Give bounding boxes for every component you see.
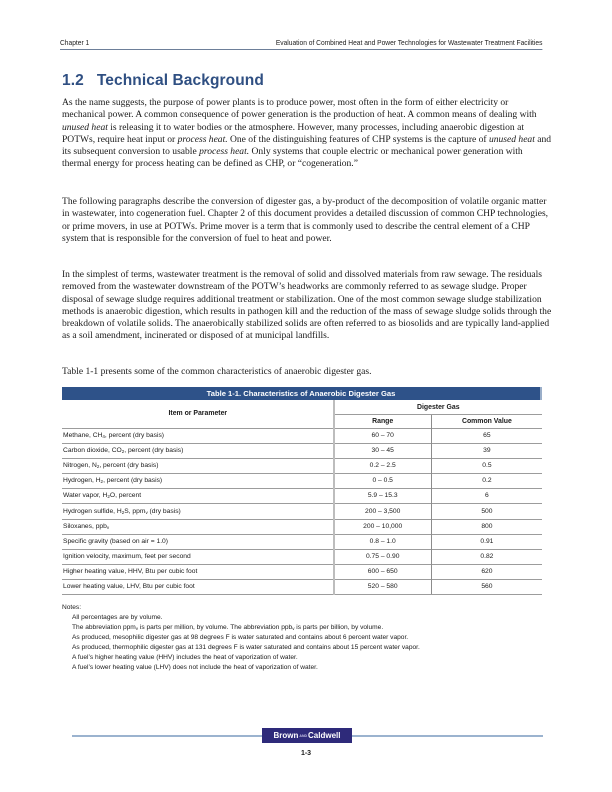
text-run: Only systems that couple electric or mechanical power generation with thermal energy for process heating can be defined as CHP, or “cogeneration.” bbox=[62, 146, 523, 170]
cell-range: 0.2 – 2.5 bbox=[334, 459, 432, 474]
text-run: As the name suggests, the purpose of power plants is to produce power, most often in the form of either electricity or mechanical power. A common consequence of power generation is the production of heat. A common means of dealing with bbox=[62, 97, 537, 121]
cell-range: 30 – 45 bbox=[334, 444, 432, 459]
cell-common-value: 0.82 bbox=[431, 549, 542, 564]
note-item bbox=[72, 623, 552, 633]
subscript: 2 bbox=[107, 494, 110, 500]
text-run: Nitrogen, N bbox=[63, 462, 97, 470]
table-notes bbox=[62, 603, 552, 674]
text-run: is parts per billion, by volume. bbox=[294, 624, 384, 632]
column-header-common-value: Common Value bbox=[431, 415, 542, 429]
cell-common-value: 0.2 bbox=[431, 474, 542, 489]
text-run: S, ppm bbox=[124, 507, 146, 515]
cell-range: 5.9 – 15.3 bbox=[334, 489, 432, 504]
text-run: (dry basis) bbox=[147, 507, 181, 515]
cell-parameter bbox=[62, 459, 334, 474]
paragraph-table-intro bbox=[62, 366, 552, 378]
section-title: Technical Background bbox=[96, 72, 264, 89]
table-row bbox=[62, 549, 542, 564]
cell-range: 200 – 10,000 bbox=[334, 519, 432, 534]
subscript: 2 bbox=[96, 464, 100, 470]
table-row bbox=[62, 504, 542, 519]
subscript: 2 bbox=[121, 449, 125, 455]
cell-common-value: 620 bbox=[431, 564, 542, 579]
cell-common-value: 6 bbox=[431, 489, 542, 504]
text-run: , percent (dry basis) bbox=[99, 462, 159, 470]
subscript: 2 bbox=[100, 479, 104, 485]
subscript: v bbox=[292, 626, 295, 632]
cell-common-value: 0.91 bbox=[431, 534, 542, 549]
data-table bbox=[62, 400, 542, 595]
logo-text-and: AND bbox=[299, 734, 308, 738]
cell-parameter bbox=[62, 534, 334, 549]
paragraph-digester-gas bbox=[62, 196, 552, 245]
table-header-row bbox=[62, 400, 542, 415]
cell-common-value: 560 bbox=[431, 579, 542, 594]
section-number: 1.2 bbox=[62, 72, 84, 89]
text-run: Hydrogen, H bbox=[63, 477, 101, 485]
cell-parameter bbox=[62, 579, 334, 594]
subscript: v bbox=[135, 626, 139, 632]
page-number: 1-3 bbox=[300, 750, 312, 757]
text-run: Higher heating value, HHV, Btu per cubic foot bbox=[63, 567, 198, 575]
notes-title: Notes: bbox=[62, 604, 82, 611]
emphasis-term: process heat. bbox=[177, 133, 228, 145]
text-run: Hydrogen sulfide, H bbox=[63, 507, 122, 515]
table-row bbox=[62, 459, 542, 474]
note-item: A fuel’s lower heating value (LHV) does not include the heat of vaporization of water. bbox=[72, 664, 318, 672]
text-run: , percent (dry basis) bbox=[124, 447, 184, 455]
cell-parameter bbox=[62, 564, 334, 579]
text-run: Ignition velocity, maximum, feet per second bbox=[63, 552, 191, 560]
column-header-range: Range bbox=[334, 415, 432, 429]
text-run: , percent (dry basis) bbox=[103, 477, 163, 485]
brown-and-caldwell-logo bbox=[262, 728, 352, 743]
paragraph-chp-intro bbox=[62, 97, 552, 171]
table-row bbox=[62, 444, 542, 459]
section-heading bbox=[62, 72, 264, 90]
paragraph-text: The following paragraphs describe the conversion of digester gas, a by-product of the decomposition of volatile organic matter in wastewater, into cogeneration fuel. Chapter 2 of this document provides a detailed discussion of common CHP technologies, or prime movers, in use at POTWs. Prime mover is a term that is commonly used to describe the central element of a CHP system that is responsible for the conversion of fuel to heat and power. bbox=[62, 196, 549, 244]
emphasis-term: process heat. bbox=[199, 146, 250, 157]
text-run: Specific gravity (based on air = 1.0) bbox=[63, 537, 169, 545]
cell-parameter bbox=[62, 474, 334, 489]
table-row bbox=[62, 579, 542, 594]
text-run: The abbreviation ppm bbox=[72, 624, 136, 632]
text-run: Water vapor, H bbox=[63, 492, 108, 500]
text-run: Siloxanes, ppb bbox=[63, 522, 107, 530]
paragraph-text: Table 1-1 presents some of the common characteristics of anaerobic digester gas. bbox=[62, 366, 372, 377]
note-item: As produced, mesophilic digester gas at 98 degrees F is water saturated and contains about 6 percent water vapor. bbox=[72, 634, 409, 642]
subscript: 2 bbox=[121, 509, 125, 515]
cell-parameter bbox=[62, 489, 334, 504]
cell-range: 0.8 – 1.0 bbox=[334, 534, 432, 549]
cell-parameter bbox=[62, 519, 334, 534]
text-run: One of the distinguishing features of CHP systems is the capture of bbox=[227, 133, 489, 145]
cell-range: 60 – 70 bbox=[334, 429, 432, 444]
cell-common-value: 800 bbox=[431, 519, 542, 534]
cell-parameter bbox=[62, 444, 334, 459]
text-run: O, percent bbox=[109, 492, 142, 500]
subscript: v bbox=[145, 509, 148, 515]
text-run: is releasing it to water bodies or the atmosphere. However, many processes, including anaerobic digestion at POTWs, require heat input or bbox=[62, 121, 524, 145]
cell-parameter bbox=[62, 549, 334, 564]
cell-range: 0 – 0.5 bbox=[334, 474, 432, 489]
document-title: Evaluation of Combined Heat and Power Technologies for Wastewater Treatment Facilities bbox=[275, 38, 543, 47]
emphasis-term: unused heat bbox=[62, 121, 108, 133]
table-row bbox=[62, 534, 542, 549]
cell-parameter bbox=[62, 429, 334, 444]
text-run: Carbon dioxide, CO bbox=[63, 447, 122, 455]
running-header bbox=[60, 38, 542, 50]
text-run: is parts per million, by volume. The abbreviation ppb bbox=[138, 624, 293, 632]
table-row bbox=[62, 564, 542, 579]
cell-range: 520 – 580 bbox=[334, 579, 432, 594]
paragraph-text: In the simplest of terms, wastewater treatment is the removal of solid and dissolved materials from raw sewage. The residuals removed from the wastewater downstream of the POTW’s headworks are commonly referred to as sewage sludge. Proper disposal of sewage sludge requires additional treatment or stabilization. One of the most common sewage sludge stabilization methods is anaerobic digestion, which results in pathogen kill and the reduction of the mass of sewage sludge solids through the breakdown of volatile solids. The anaerobically stabilized solids are often referred to as biosolids and are typically land-applied as a soil amendment, incinerated or disposed of at municipal landfills. bbox=[62, 269, 552, 342]
notes-list bbox=[62, 613, 552, 674]
cell-common-value: 65 bbox=[431, 429, 542, 444]
cell-range: 600 – 650 bbox=[334, 564, 432, 579]
paragraph-wastewater-treatment bbox=[62, 269, 552, 343]
cell-parameter bbox=[62, 504, 334, 519]
text-run: Lower heating value, LHV, Btu per cubic foot bbox=[63, 582, 195, 590]
table-row bbox=[62, 489, 542, 504]
digester-gas-table bbox=[62, 387, 542, 595]
table-body bbox=[62, 429, 542, 595]
emphasis-term: unused heat bbox=[488, 133, 535, 145]
logo-text-left: Brown bbox=[273, 731, 299, 740]
cell-common-value: 500 bbox=[431, 504, 542, 519]
table-title: Table 1-1. Characteristics of Anaerobic Digester Gas bbox=[62, 387, 542, 400]
column-group-digester-gas: Digester Gas bbox=[334, 400, 542, 415]
text-run: Methane, CH bbox=[63, 432, 103, 440]
cell-range: 200 – 3,500 bbox=[334, 504, 432, 519]
cell-range: 0.75 – 0.90 bbox=[334, 549, 432, 564]
text-run: , percent (dry basis) bbox=[104, 432, 165, 440]
note-item: All percentages are by volume. bbox=[72, 614, 163, 621]
cell-common-value: 39 bbox=[431, 444, 542, 459]
text-run: and its subsequent conversion to usable bbox=[62, 133, 552, 157]
cell-common-value: 0.5 bbox=[431, 459, 542, 474]
table-row bbox=[62, 429, 542, 444]
chapter-label: Chapter 1 bbox=[60, 38, 90, 47]
subscript: v bbox=[106, 524, 110, 530]
table-row bbox=[62, 519, 542, 534]
note-item: As produced, thermophilic digester gas at 131 degrees F is water saturated and contains about 15 percent water vapor. bbox=[72, 644, 420, 652]
column-header-parameter: Item or Parameter bbox=[168, 410, 228, 417]
logo-text-right: Caldwell bbox=[308, 731, 341, 740]
note-item: A fuel’s higher heating value (HHV) includes the heat of vaporization of water. bbox=[72, 654, 298, 662]
subscript: 4 bbox=[102, 434, 105, 440]
table-row bbox=[62, 474, 542, 489]
